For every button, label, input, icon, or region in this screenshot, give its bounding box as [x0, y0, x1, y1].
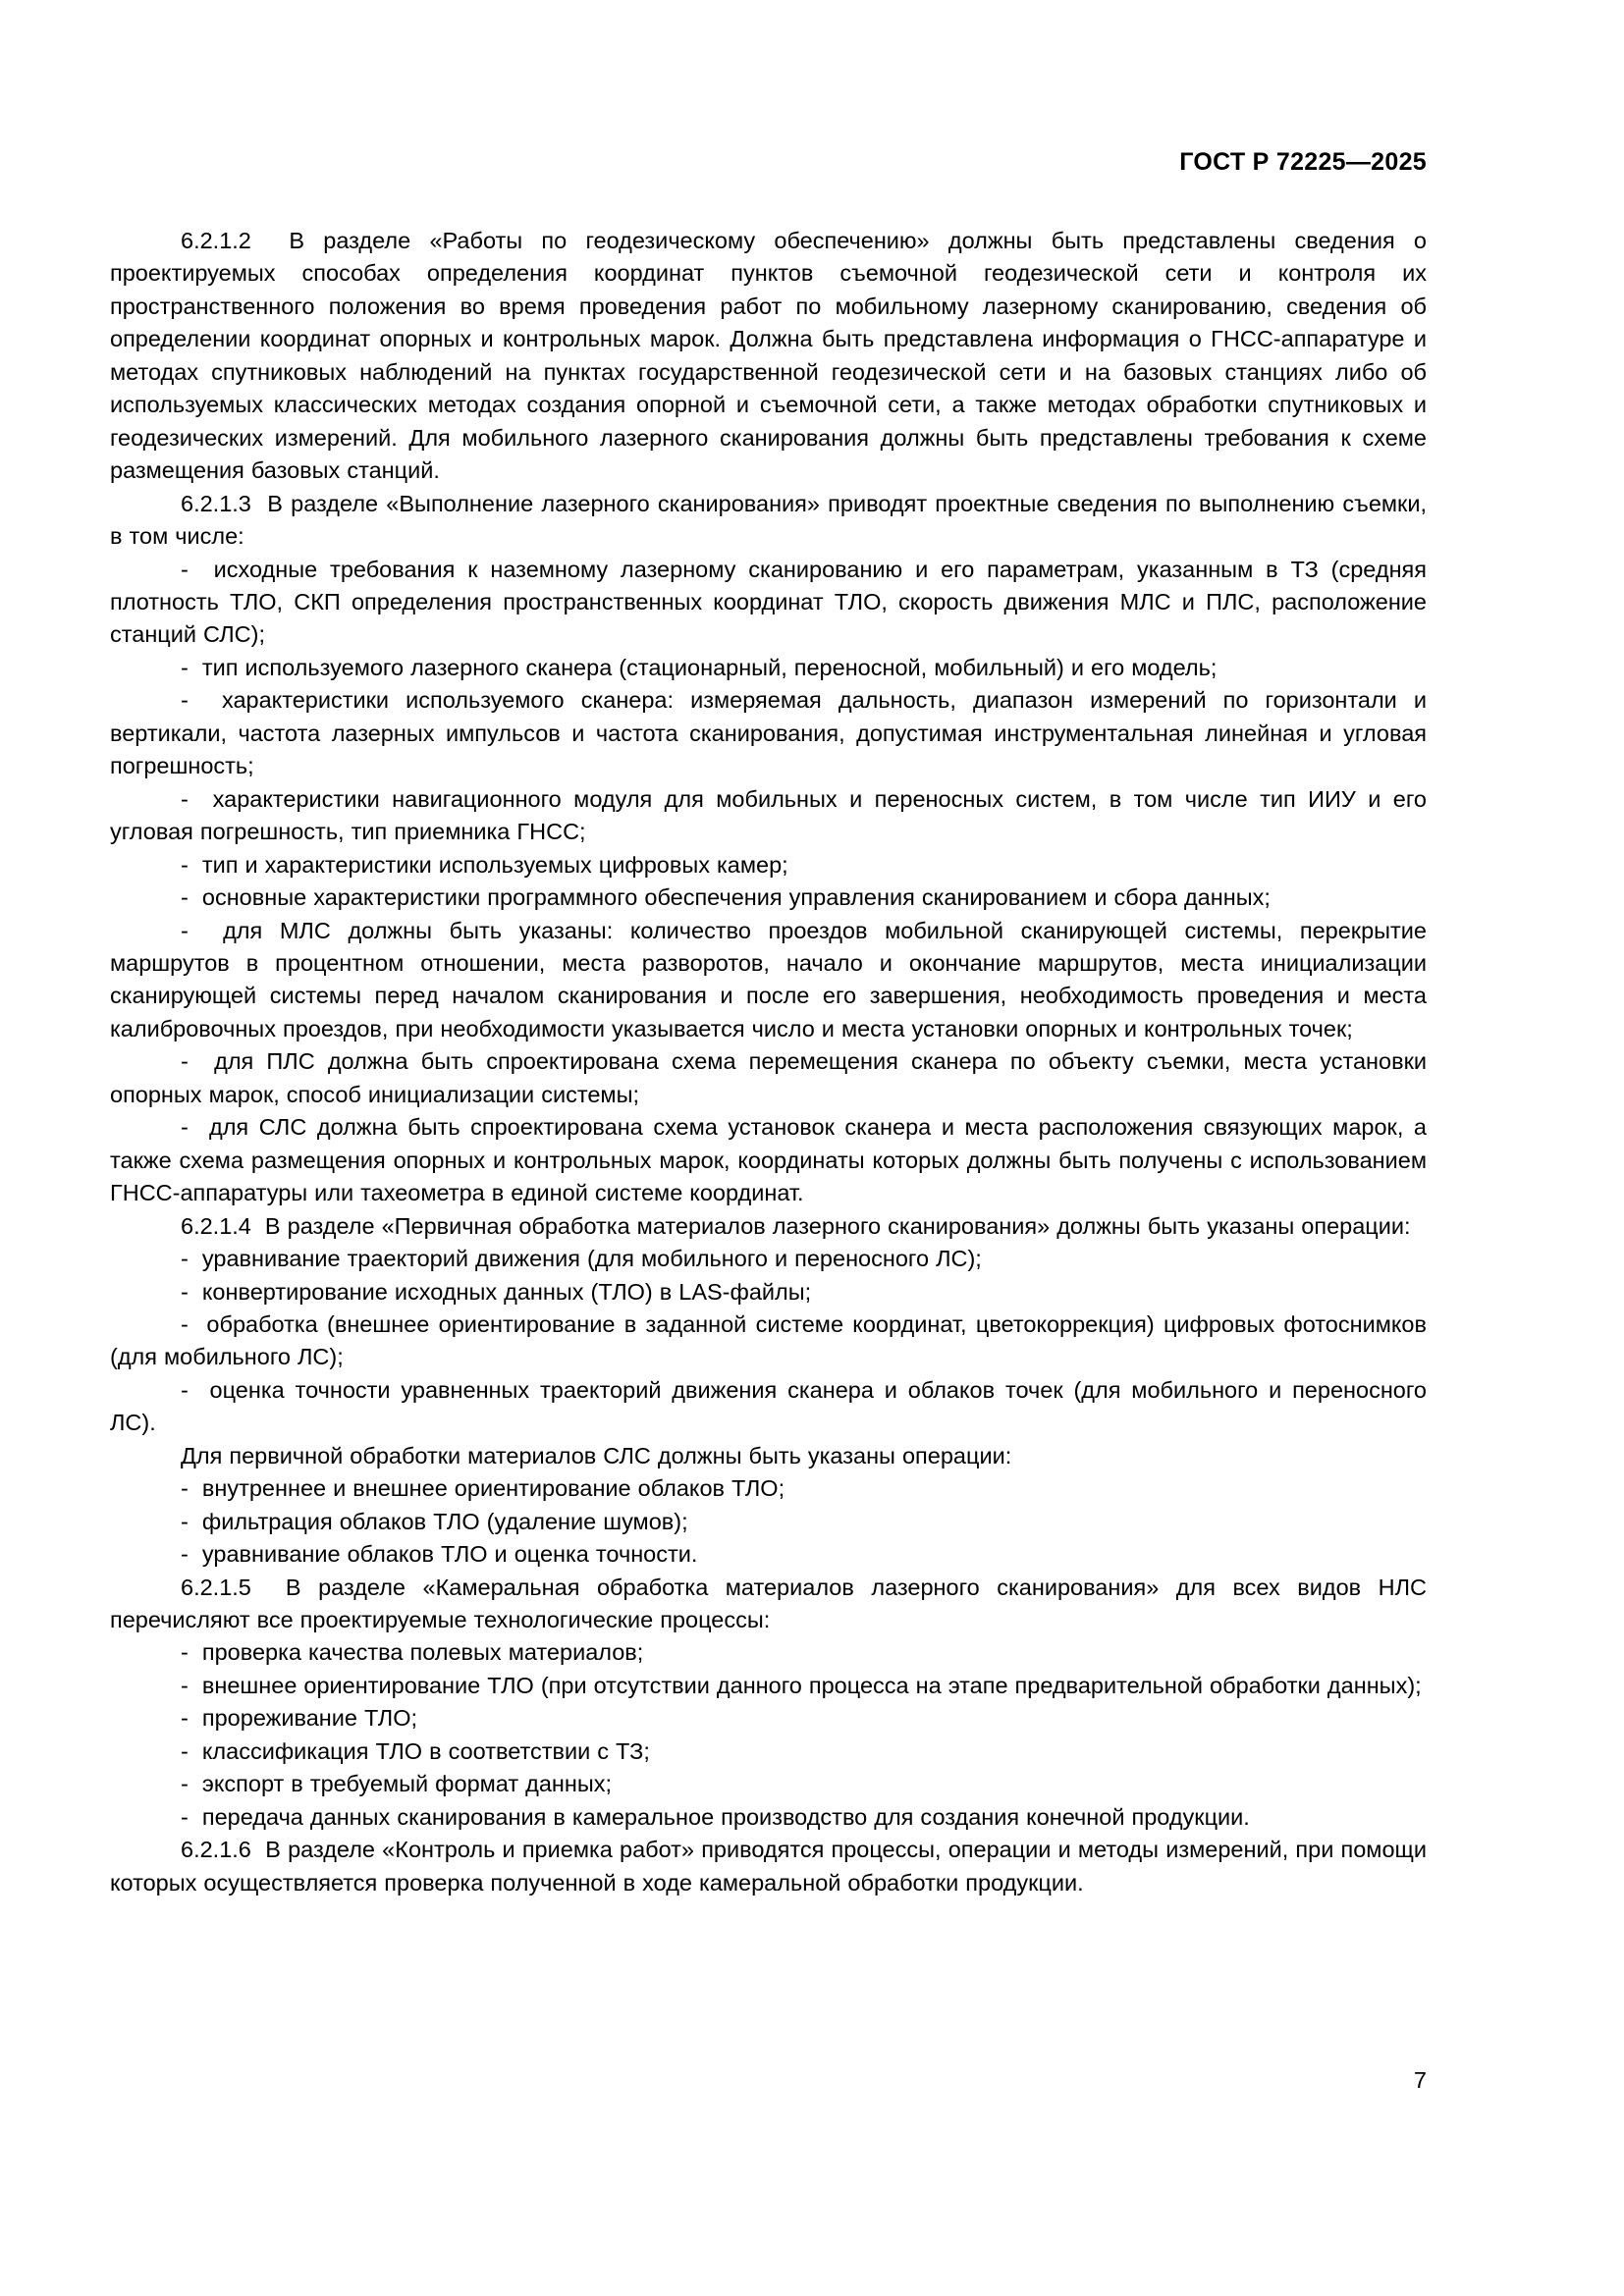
list-item: - проверка качества полевых материалов;	[181, 1639, 644, 1666]
list-item: - передача данных сканирования в камеральное производство для создания конечной продукции.	[181, 1803, 1250, 1830]
page-number: 7	[1413, 2067, 1427, 2093]
list-item: - классификация ТЛО в соответствии с ТЗ;	[181, 1737, 650, 1764]
list-item: - тип и характеристики используемых цифровых камер;	[181, 851, 788, 878]
list-item: - характеристики навигационного модуля для мобильных и переносных систем, в том числе тип ИИУ и его угловая погрешность, тип приемника ГНСС;	[110, 785, 1427, 845]
list-item: - конвертирование исходных данных (ТЛО) в LAS-файлы;	[181, 1278, 812, 1305]
list-item: - тип используемого лазерного сканера (стационарный, переносной, мобильный) и его модель;	[181, 654, 1218, 680]
list-item: - для МЛС должны быть указаны: количество проездов мобильной сканирующей системы, перекрытие маршрутов в процентном отношении, места разворотов, начало и окончание маршрутов, места инициализации сканирующей системы перед началом сканирования и после его завершения, необходимость проведения и места калибровочных проездов, при необходимости указывается число и места установки опорных и контрольных точек;	[110, 917, 1427, 1041]
section-paragraph: 6.2.1.5 В разделе «Камеральная обработка материалов лазерного сканирования» для всех видов НЛС перечисляют все проектируемые технологические процессы:	[110, 1574, 1427, 1633]
list-item: - для СЛС должна быть спроектирована схема установок сканера и места расположения связующих марок, а также схема размещения опорных и контрольных марок, координаты которых должны быть получены с использованием ГНСС-аппаратуры или тахеометра в единой системе координат.	[110, 1114, 1427, 1206]
list-item: - внешнее ориентирование ТЛО (при отсутствии данного процесса на этапе предварительной обработки данных);	[181, 1672, 1422, 1698]
list-item: - экспорт в требуемый формат данных;	[181, 1771, 613, 1797]
list-item: - исходные требования к наземному лазерному сканированию и его параметрам, указанным в ТЗ (средняя плотность ТЛО, СКП определения пространственных координат ТЛО, скорость движения МЛС и ПЛС, расположение станций СЛС);	[110, 556, 1427, 648]
list-item: - основные характеристики программного обеспечения управления сканированием и сбора данных;	[181, 884, 1271, 911]
paragraph: Для первичной обработки материалов СЛС должны быть указаны операции:	[181, 1442, 1012, 1468]
list-item: - фильтрация облаков ТЛО (удаление шумов);	[181, 1508, 688, 1534]
document-body	[110, 225, 1427, 1899]
list-item: - уравнивание траекторий движения (для мобильного и переносного ЛС);	[181, 1246, 982, 1272]
list-item: - для ПЛС должна быть спроектирована схема перемещения сканера по объекту съемки, места установки опорных марок, способ инициализации системы;	[110, 1048, 1427, 1107]
standard-code-header: ГОСТ Р 72225—2025	[1179, 148, 1427, 176]
list-item: - характеристики используемого сканера: измеряемая дальность, диапазон измерений по горизонтали и вертикали, частота лазерных импульсов и частота сканирования, допустимая инструментальная линейная и угловая погрешность;	[110, 687, 1427, 779]
list-item: - обработка (внешнее ориентирование в заданной системе координат, цветокоррекция) цифровых фотоснимков (для мобильного ЛС);	[110, 1310, 1427, 1370]
section-paragraph: 6.2.1.4 В разделе «Первичная обработка материалов лазерного сканирования» должны быть указаны операции:	[181, 1212, 1411, 1239]
list-item: - внутреннее и внешнее ориентирование облаков ТЛО;	[181, 1475, 785, 1502]
section-paragraph: 6.2.1.2 В разделе «Работы по геодезическому обеспечению» должны быть представлены сведения о проектируемых способах определения координат пунктов съемочной геодезической сети и контроля их пространственного положения во время проведения работ по мобильному лазерному сканированию, сведения об определении координат опорных и контрольных марок. Должна быть представлена информация о ГНСС-аппаратуре и методах спутниковых наблюдений на пунктах государственной геодезической сети и на базовых станциях либо об используемых классических методах создания опорной и съемочной сети, а также методах обработки спутниковых и геодезических измерений. Для мобильного лазерного сканирования должны быть представлены требования к схеме размещения базовых станций.	[110, 228, 1427, 484]
list-item: - прореживание ТЛО;	[181, 1705, 418, 1732]
list-item: - уравнивание облаков ТЛО и оценка точности.	[181, 1541, 698, 1568]
section-paragraph: 6.2.1.3 В разделе «Выполнение лазерного сканирования» приводят проектные сведения по выполнению съемки, в том числе:	[110, 490, 1427, 550]
section-paragraph: 6.2.1.6 В разделе «Контроль и приемка работ» приводятся процессы, операции и методы измерений, при помощи которых осуществляется проверка полученной в ходе камеральной обработки продукции.	[110, 1837, 1427, 1896]
list-item: - оценка точности уравненных траекторий движения сканера и облаков точек (для мобильного и переносного ЛС).	[110, 1376, 1427, 1436]
